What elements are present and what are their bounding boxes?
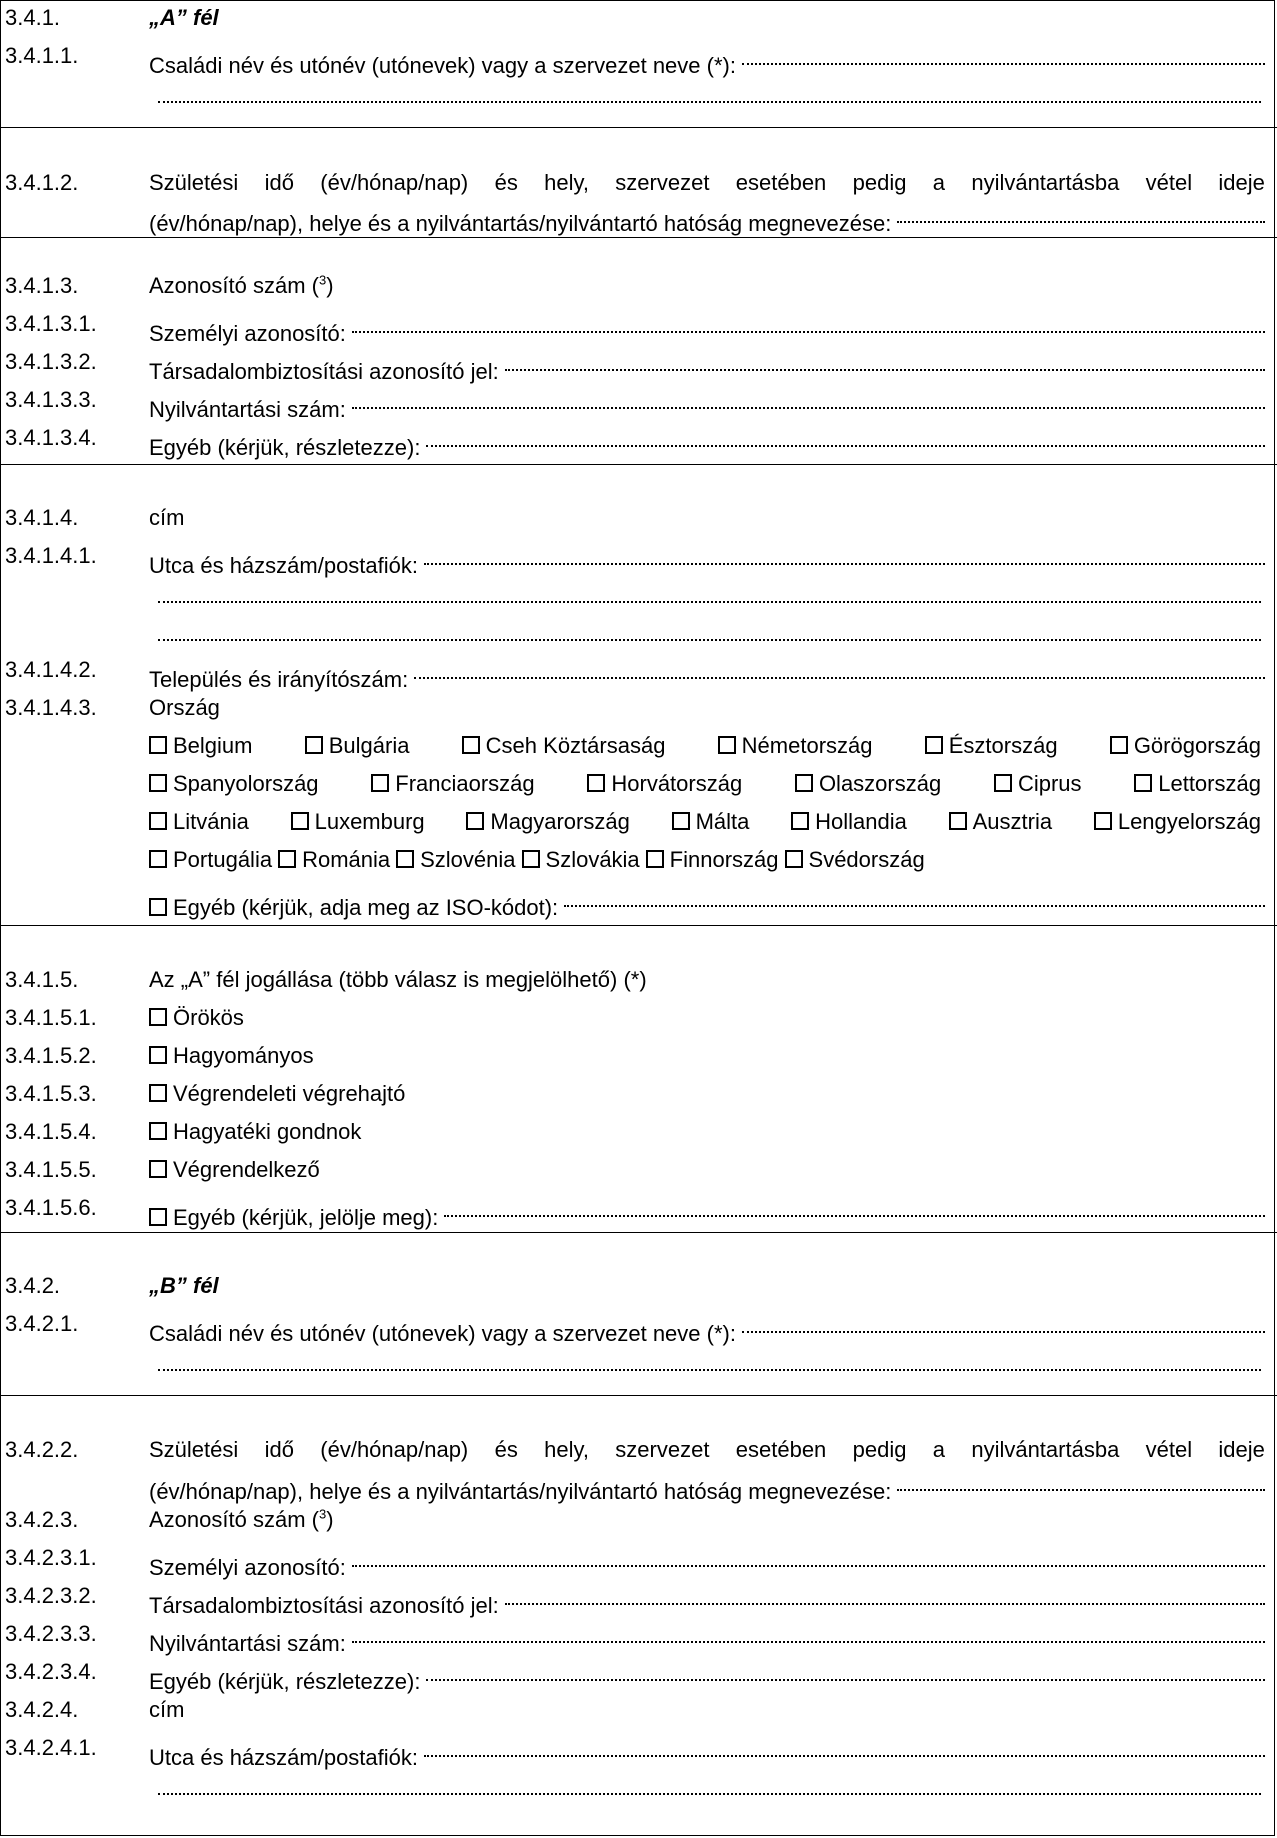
section-b-header: [1, 1269, 1277, 1303]
footnote-ref: 3: [318, 272, 327, 288]
checkbox[interactable]: [149, 1208, 167, 1226]
b-street-field[interactable]: [424, 1731, 1265, 1765]
checkbox[interactable]: [291, 812, 309, 830]
label-word: pedig: [852, 170, 907, 195]
a-id-label-close: ): [326, 273, 334, 298]
divider: [1, 1232, 1277, 1233]
checkbox[interactable]: [925, 736, 943, 754]
a-city-field[interactable]: [414, 653, 1265, 687]
item-number: 3.4.2.3.: [5, 1507, 79, 1532]
country-label: Luxemburg: [314, 809, 425, 834]
section-a-header: [1, 1, 1277, 35]
a-birth-label-line2: (év/hónap/nap), helye és a nyilvántartás/nyilvántartó hatóság megnevezése:: [149, 211, 892, 236]
a-birth-field[interactable]: [897, 197, 1265, 231]
country-option[interactable]: [795, 767, 941, 801]
label-word: vétel: [1145, 1437, 1193, 1462]
b-name-label: Családi név és utónév (utónevek) vagy a szervezet neve (*):: [149, 1321, 736, 1346]
item-number: 3.4.2.3.2.: [5, 1583, 97, 1608]
country-option[interactable]: [672, 805, 750, 839]
label-word: idő: [264, 170, 294, 195]
country-label: Portugália: [173, 847, 273, 872]
item-number: 3.4.1.3.1.: [5, 311, 97, 336]
country-option[interactable]: [1134, 767, 1261, 801]
label-word: a: [932, 170, 946, 195]
a-status-option-row: [1, 1153, 1277, 1187]
a-name-row: [1, 39, 1277, 78]
item-number: 3.4.1.4.1.: [5, 543, 97, 568]
item-number: 3.4.1.5.3.: [5, 1081, 97, 1106]
item-number: 3.4.1.2.: [5, 170, 79, 195]
a-country-other-label: Egyéb (kérjük, adja meg az ISO-kódot):: [173, 895, 559, 920]
country-option[interactable]: [149, 767, 319, 801]
item-number: 3.4.2.4.1.: [5, 1735, 97, 1760]
item-number: 3.4.1.4.3.: [5, 695, 97, 720]
b-personal-id-field[interactable]: [352, 1541, 1265, 1575]
a-registration-number-field[interactable]: [352, 383, 1265, 417]
checkbox[interactable]: [1094, 812, 1112, 830]
country-option[interactable]: [718, 729, 873, 763]
section-number: 3.4.1.: [5, 5, 61, 30]
a-status-header: [1, 963, 1277, 997]
a-id-header: [1, 269, 1277, 303]
country-label: Spanyolország: [173, 771, 319, 796]
checkbox[interactable]: [149, 850, 167, 868]
a-personal-id-label: Személyi azonosító:: [149, 321, 346, 346]
b-id-label: [149, 1503, 334, 1537]
b-address-header: [1, 1693, 1277, 1727]
a-status-option-row: [1, 1191, 1277, 1230]
country-option[interactable]: [1110, 729, 1261, 763]
a-social-security-label: Társadalombiztosítási azonosító jel:: [149, 359, 499, 384]
checkbox[interactable]: [149, 812, 167, 830]
a-country-header: [1, 691, 1277, 725]
b-id-row: [1, 1655, 1277, 1694]
a-id-label: [149, 269, 334, 303]
label-word: idő: [264, 1437, 294, 1462]
item-number: 3.4.2.3.4.: [5, 1659, 97, 1684]
label-word: pedig: [852, 1437, 907, 1462]
divider: [1, 237, 1277, 238]
a-id-row: [1, 421, 1277, 460]
b-id-label-text: Azonosító szám (: [149, 1507, 319, 1532]
b-other-id-label: Egyéb (kérjük, részletezze):: [149, 1669, 421, 1694]
country-label: Lengyelország: [1117, 809, 1261, 834]
country-label: Görögország: [1133, 733, 1261, 758]
country-label: Németország: [741, 733, 873, 758]
checkbox[interactable]: [466, 812, 484, 830]
label-word: szervezet: [615, 1437, 710, 1462]
item-number: 3.4.1.4.: [5, 505, 79, 530]
b-street-row: [1, 1731, 1277, 1770]
checkbox[interactable]: [149, 1160, 167, 1178]
a-other-id-field[interactable]: [426, 421, 1265, 455]
checkbox[interactable]: [149, 736, 167, 754]
country-option[interactable]: [305, 729, 410, 763]
item-number: 3.4.1.3.2.: [5, 349, 97, 374]
item-number: 3.4.2.1.: [5, 1311, 79, 1336]
country-label: Belgium: [173, 733, 253, 758]
country-label: Szlovákia: [545, 847, 640, 872]
label-word: hely,: [544, 1437, 589, 1462]
checkbox[interactable]: [462, 736, 480, 754]
b-id-label-close: ): [326, 1507, 334, 1532]
b-name-row: [1, 1307, 1277, 1346]
item-number: 3.4.1.5.5.: [5, 1157, 97, 1182]
country-option[interactable]: [1094, 805, 1261, 839]
country-option[interactable]: [466, 805, 629, 839]
item-number: 3.4.1.3.3.: [5, 387, 97, 412]
b-id-header: [1, 1503, 1277, 1537]
checkbox[interactable]: [587, 774, 605, 792]
checkbox[interactable]: [149, 898, 167, 916]
country-label: Bulgária: [328, 733, 410, 758]
a-id-row: [1, 345, 1277, 384]
section-title: „A” fél: [149, 5, 219, 30]
checkbox[interactable]: [994, 774, 1012, 792]
item-number: 3.4.1.5.6.: [5, 1195, 97, 1220]
footnote-ref: 3: [318, 1506, 327, 1522]
country-option[interactable]: [149, 729, 252, 763]
country-label: Horvátország: [611, 771, 743, 796]
checkbox[interactable]: [785, 850, 803, 868]
country-option[interactable]: [396, 843, 515, 877]
a-personal-id-field[interactable]: [352, 307, 1265, 341]
item-number: 3.4.1.5.1.: [5, 1005, 97, 1030]
a-social-security-field[interactable]: [505, 345, 1265, 379]
status-option-label: Egyéb (kérjük, jelölje meg):: [173, 1205, 439, 1230]
item-number: 3.4.2.3.1.: [5, 1545, 97, 1570]
country-option[interactable]: [371, 767, 534, 801]
label-word: Születési: [149, 1437, 239, 1462]
checkbox[interactable]: [718, 736, 736, 754]
item-number: 3.4.2.4.: [5, 1697, 79, 1722]
label-word: hely,: [544, 170, 589, 195]
a-id-label-text: Azonosító szám (: [149, 273, 319, 298]
a-birth-row-2: [1, 197, 1277, 236]
country-option[interactable]: [785, 843, 925, 877]
b-other-id-field[interactable]: [426, 1655, 1265, 1689]
a-status-option-row: [1, 1115, 1277, 1149]
country-label: Franciaország: [395, 771, 535, 796]
item-number: 3.4.1.4.2.: [5, 657, 97, 682]
label-word: ideje: [1218, 1437, 1265, 1462]
checkbox[interactable]: [278, 850, 296, 868]
a-street-row: [1, 539, 1277, 578]
b-social-security-label: Társadalombiztosítási azonosító jel:: [149, 1593, 499, 1618]
a-name-label: Családi név és utónév (utónevek) vagy a szervezet neve (*):: [149, 53, 736, 78]
b-registration-number-label: Nyilvántartási szám:: [149, 1631, 346, 1656]
a-street-field[interactable]: [424, 539, 1265, 573]
country-label: Olaszország: [818, 771, 942, 796]
a-street-label: Utca és házszám/postafiók:: [149, 553, 419, 578]
a-city-row: [1, 653, 1277, 692]
a-status-option-row: [1, 1001, 1277, 1035]
country-option[interactable]: [278, 843, 390, 877]
country-label: Magyarország: [490, 809, 630, 834]
country-label: Észtország: [948, 733, 1058, 758]
a-status-option-row: [1, 1039, 1277, 1073]
label-word: Születési: [149, 170, 239, 195]
a-other-id-label: Egyéb (kérjük, részletezze):: [149, 435, 421, 460]
a-country-other-row: [1, 881, 1277, 920]
b-address-label: cím: [149, 1697, 185, 1722]
label-word: nyilvántartásba: [971, 170, 1120, 195]
item-number: 3.4.1.5.4.: [5, 1119, 97, 1144]
divider: [1, 925, 1277, 926]
country-option[interactable]: [994, 767, 1082, 801]
label-word: a: [932, 1437, 946, 1462]
a-city-label: Település és irányítószám:: [149, 667, 409, 692]
checkbox[interactable]: [791, 812, 809, 830]
country-option[interactable]: [522, 843, 640, 877]
b-social-security-field[interactable]: [505, 1579, 1265, 1613]
checkbox[interactable]: [149, 1122, 167, 1140]
status-option[interactable]: [149, 1077, 405, 1111]
b-id-row: [1, 1579, 1277, 1618]
country-label: Svédország: [808, 847, 925, 872]
a-birth-label-line1: [149, 166, 1265, 200]
country-label: Finnország: [669, 847, 779, 872]
item-number: 3.4.1.3.: [5, 273, 79, 298]
checkbox[interactable]: [371, 774, 389, 792]
item-number: 3.4.1.5.2.: [5, 1043, 97, 1068]
country-option[interactable]: [149, 805, 249, 839]
a-status-other-field[interactable]: [444, 1191, 1265, 1225]
divider: [1, 127, 1277, 128]
a-status-option-row: [1, 1077, 1277, 1111]
country-checkbox-row: [149, 729, 1261, 763]
item-number: 3.4.1.3.4.: [5, 425, 97, 450]
country-option[interactable]: [291, 805, 425, 839]
status-option-label: Végrendelkező: [173, 1157, 320, 1182]
country-label: Ciprus: [1017, 771, 1082, 796]
checkbox[interactable]: [396, 850, 414, 868]
status-option-label: Végrendeleti végrehajtó: [173, 1081, 406, 1106]
checkbox[interactable]: [149, 1008, 167, 1026]
checkbox[interactable]: [305, 736, 323, 754]
country-label: Cseh Köztársaság: [485, 733, 666, 758]
a-registration-number-label: Nyilvántartási szám:: [149, 397, 346, 422]
b-personal-id-label: Személyi azonosító:: [149, 1555, 346, 1580]
label-word: esetében: [735, 170, 827, 195]
a-country-other-field[interactable]: [564, 881, 1265, 915]
label-word: (év/hónap/nap): [320, 1437, 469, 1462]
item-number: 3.4.1.5.: [5, 967, 79, 992]
checkbox[interactable]: [149, 774, 167, 792]
checkbox[interactable]: [149, 1046, 167, 1064]
a-status-label: Az „A” fél jogállása (több válasz is megjelölhető) (*): [149, 967, 647, 992]
label-word: vétel: [1145, 170, 1193, 195]
a-id-row: [1, 307, 1277, 346]
label-word: és: [494, 1437, 518, 1462]
country-label: Szlovénia: [420, 847, 516, 872]
label-word: esetében: [735, 1437, 827, 1462]
checkbox[interactable]: [149, 1084, 167, 1102]
a-name-field[interactable]: [742, 39, 1265, 73]
status-option-label: Hagyatéki gondnok: [173, 1119, 362, 1144]
a-address-header: [1, 501, 1277, 535]
country-option[interactable]: [149, 843, 272, 877]
status-option[interactable]: [149, 1039, 314, 1073]
country-option[interactable]: [646, 843, 779, 877]
status-option-label: Örökös: [173, 1005, 244, 1030]
label-word: szervezet: [615, 170, 710, 195]
status-option[interactable]: [149, 1115, 361, 1149]
country-label: Hollandia: [815, 809, 907, 834]
a-street-field-line3[interactable]: [158, 615, 1261, 649]
b-name-field-line2[interactable]: [158, 1345, 1261, 1379]
label-word: (év/hónap/nap): [320, 170, 469, 195]
b-birth-row-1: [1, 1433, 1277, 1467]
country-label: Ausztria: [972, 809, 1053, 834]
a-name-field-line2[interactable]: [158, 77, 1261, 111]
country-label: Románia: [302, 847, 391, 872]
b-birth-row-2: [1, 1465, 1277, 1504]
checkbox[interactable]: [672, 812, 690, 830]
country-option[interactable]: [587, 767, 742, 801]
status-option-label: Hagyományos: [173, 1043, 314, 1068]
country-label: Málta: [695, 809, 750, 834]
country-option[interactable]: [925, 729, 1058, 763]
a-country-other-option[interactable]: [149, 891, 558, 925]
checkbox[interactable]: [795, 774, 813, 792]
b-id-row: [1, 1541, 1277, 1580]
label-word: nyilvántartásba: [971, 1437, 1120, 1462]
country-checkbox-row: [149, 805, 1261, 839]
divider: [1, 1395, 1277, 1396]
b-name-field[interactable]: [742, 1307, 1265, 1341]
country-option[interactable]: [462, 729, 666, 763]
country-label: Litvánia: [173, 809, 249, 834]
b-registration-number-field[interactable]: [352, 1617, 1265, 1651]
b-birth-field[interactable]: [897, 1465, 1265, 1499]
label-word: és: [494, 170, 518, 195]
country-option[interactable]: [949, 805, 1052, 839]
a-street-field-line2[interactable]: [158, 577, 1261, 611]
checkbox[interactable]: [522, 850, 540, 868]
item-number: 3.4.2.2.: [5, 1437, 79, 1462]
a-id-row: [1, 383, 1277, 422]
a-country-label: Ország: [149, 695, 220, 720]
status-option[interactable]: [149, 1201, 438, 1235]
label-word: ideje: [1218, 170, 1265, 195]
country-checkbox-row: [149, 767, 1261, 801]
status-option[interactable]: [149, 1153, 320, 1187]
country-checkbox-row: [1, 843, 1277, 877]
a-birth-row-1: [1, 166, 1277, 200]
divider: [1, 464, 1277, 465]
section-number: 3.4.2.: [5, 1273, 61, 1298]
a-address-label: cím: [149, 505, 185, 530]
checkbox[interactable]: [1134, 774, 1152, 792]
b-birth-label-line2: (év/hónap/nap), helye és a nyilvántartás/nyilvántartó hatóság megnevezése:: [149, 1479, 892, 1504]
checkbox[interactable]: [1110, 736, 1128, 754]
b-street-field-line2[interactable]: [158, 1769, 1261, 1803]
country-label: Lettország: [1158, 771, 1261, 796]
b-birth-label-line1: [149, 1433, 1265, 1467]
checkbox[interactable]: [949, 812, 967, 830]
b-id-row: [1, 1617, 1277, 1656]
item-number: 3.4.1.1.: [5, 43, 79, 68]
country-option[interactable]: [791, 805, 907, 839]
status-option[interactable]: [149, 1001, 244, 1035]
checkbox[interactable]: [646, 850, 664, 868]
item-number: 3.4.2.3.3.: [5, 1621, 97, 1646]
section-title: „B” fél: [149, 1273, 219, 1298]
b-street-label: Utca és házszám/postafiók:: [149, 1745, 419, 1770]
